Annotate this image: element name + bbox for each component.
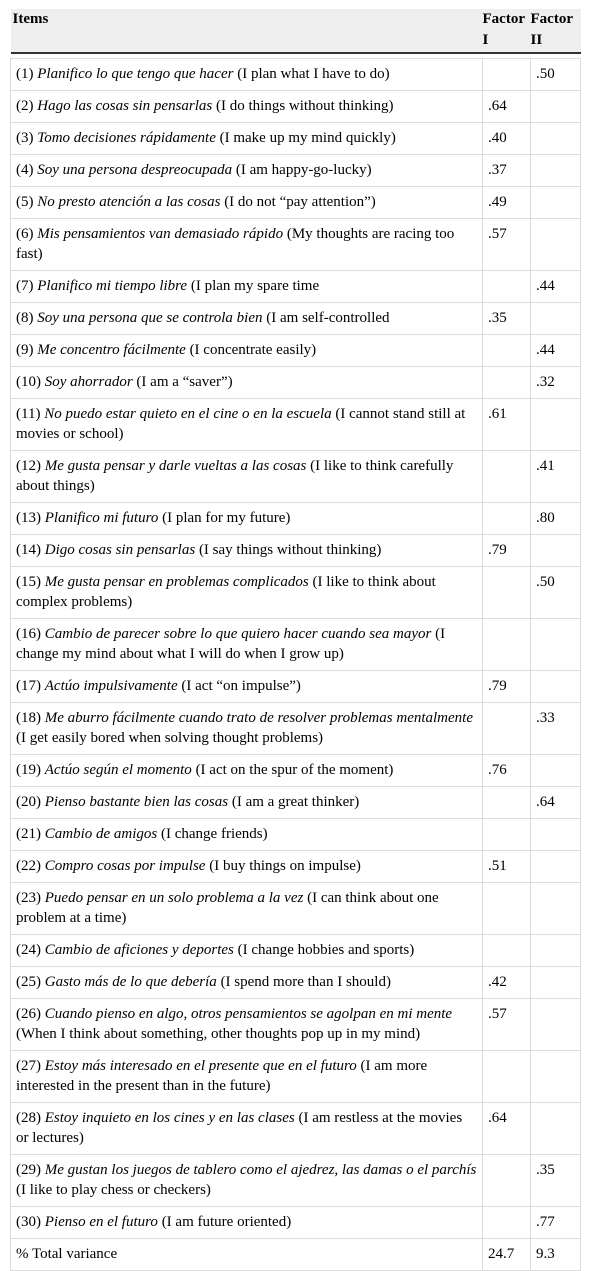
item-number: (28) <box>16 1110 41 1126</box>
item-cell <box>11 1155 483 1207</box>
table-row <box>11 91 581 123</box>
item-english-text: (I like to think carefully about things) <box>16 458 454 494</box>
item-cell <box>11 271 483 303</box>
item-english-text: (I change hobbies and sports) <box>237 942 415 958</box>
factor-1-value: .57 <box>483 219 531 271</box>
factor-2-value <box>531 123 581 155</box>
header-factor-2: Factor II <box>531 9 581 53</box>
item-spanish-text: Mis pensamientos van demasiado rápido <box>37 226 284 242</box>
item-spanish-text: Planifico lo que tengo que hacer <box>37 66 234 82</box>
factor-2-value <box>531 619 581 671</box>
factor-1-value: .57 <box>483 999 531 1051</box>
item-spanish-text: Soy ahorrador <box>44 374 133 390</box>
item-cell <box>11 535 483 567</box>
factor-2-value <box>531 91 581 123</box>
item-spanish-text: Cuando pienso en algo, otros pensamientos se agolpan en mi mente <box>44 1006 453 1022</box>
variance-row <box>11 1239 581 1271</box>
item-cell <box>11 91 483 123</box>
table-row <box>11 503 581 535</box>
factor-1-value: .64 <box>483 91 531 123</box>
factor-1-value <box>483 271 531 303</box>
factor-2-value <box>531 851 581 883</box>
factor-2-value: .32 <box>531 367 581 399</box>
item-cell <box>11 219 483 271</box>
item-english-text: (I concentrate easily) <box>189 342 317 358</box>
table-row <box>11 1155 581 1207</box>
factor-2-value <box>531 1103 581 1155</box>
item-cell <box>11 883 483 935</box>
table-row <box>11 935 581 967</box>
table-row <box>11 123 581 155</box>
item-english-text: (I get easily bored when solving thought problems) <box>16 730 324 746</box>
item-english-text: (I am more interested in the present than in the future) <box>16 1058 428 1094</box>
item-number: (16) <box>16 626 41 642</box>
item-cell <box>11 367 483 399</box>
item-number: (14) <box>16 542 41 558</box>
item-english-text: (I change friends) <box>161 826 268 842</box>
item-number: (9) <box>16 342 34 358</box>
item-spanish-text: Pienso en el futuro <box>44 1214 158 1230</box>
item-cell <box>11 303 483 335</box>
item-number: (3) <box>16 130 34 146</box>
factor-2-value <box>531 535 581 567</box>
item-number: (11) <box>16 406 41 422</box>
table-body <box>11 53 581 1271</box>
item-spanish-text: Compro cosas por impulse <box>44 858 206 874</box>
item-number: (7) <box>16 278 34 294</box>
item-spanish-text: Cambio de amigos <box>44 826 158 842</box>
item-spanish-text: Me gustan los juegos de tablero como el ajedrez, las damas o el parchís <box>44 1162 477 1178</box>
item-english-text: (I say things without thinking) <box>198 542 382 558</box>
factor-1-value: .79 <box>483 671 531 703</box>
table-row <box>11 999 581 1051</box>
item-english-text: (I plan for my future) <box>162 510 291 526</box>
item-number: (25) <box>16 974 41 990</box>
factor-1-value: .51 <box>483 851 531 883</box>
item-cell <box>11 851 483 883</box>
table-row <box>11 703 581 755</box>
factor-2-value <box>531 967 581 999</box>
factor-1-value: .76 <box>483 755 531 787</box>
item-spanish-text: Estoy inquieto en los cines y en las clases <box>44 1110 295 1126</box>
factor-2-value <box>531 155 581 187</box>
table-row <box>11 567 581 619</box>
item-cell <box>11 399 483 451</box>
factor-1-value <box>483 787 531 819</box>
factor-2-value: .77 <box>531 1207 581 1239</box>
factor-1-value <box>483 567 531 619</box>
item-english-text: (I am happy-go-lucky) <box>235 162 372 178</box>
factor-1-value <box>483 883 531 935</box>
item-english-text: (I plan what I have to do) <box>237 66 390 82</box>
table-row <box>11 271 581 303</box>
table-row <box>11 755 581 787</box>
item-english-text: (I change my mind about what I will do when I grow up) <box>16 626 446 662</box>
header-items: Items <box>11 9 483 53</box>
item-number: (30) <box>16 1214 41 1230</box>
factor-1-value: .35 <box>483 303 531 335</box>
item-cell <box>11 1103 483 1155</box>
item-number: (1) <box>16 66 34 82</box>
item-cell <box>11 155 483 187</box>
item-spanish-text: Soy una persona que se controla bien <box>37 310 263 326</box>
item-english-text: (I make up my mind quickly) <box>219 130 396 146</box>
item-number: (12) <box>16 458 41 474</box>
item-english-text: (I am a great thinker) <box>231 794 360 810</box>
factor-2-value <box>531 883 581 935</box>
factor-1-value <box>483 59 531 91</box>
table-row <box>11 219 581 271</box>
item-english-text: (I buy things on impulse) <box>209 858 361 874</box>
item-english-text: (I like to think about complex problems) <box>16 574 436 610</box>
table-row <box>11 59 581 91</box>
item-spanish-text: Me gusta pensar en problemas complicados <box>44 574 309 590</box>
factor-2-value: .64 <box>531 787 581 819</box>
item-spanish-text: No presto atención a las cosas <box>37 194 221 210</box>
factor-1-value <box>483 335 531 367</box>
table-row <box>11 619 581 671</box>
variance-factor-2: 9.3 <box>531 1239 581 1271</box>
item-spanish-text: Estoy más interesado en el presente que en el futuro <box>44 1058 357 1074</box>
factor-2-value <box>531 219 581 271</box>
table-row <box>11 155 581 187</box>
factor-1-value <box>483 1051 531 1103</box>
item-number: (17) <box>16 678 41 694</box>
table-container <box>10 9 580 1271</box>
item-english-text: (I am self-controlled <box>266 310 390 326</box>
item-number: (4) <box>16 162 34 178</box>
item-spanish-text: Cambio de parecer sobre lo que quiero hacer cuando sea mayor <box>44 626 432 642</box>
factor-1-value <box>483 703 531 755</box>
factor-loadings-table <box>10 9 581 1271</box>
item-cell <box>11 755 483 787</box>
variance-factor-1: 24.7 <box>483 1239 531 1271</box>
table-row <box>11 451 581 503</box>
factor-2-value <box>531 999 581 1051</box>
item-english-text: (I am future oriented) <box>161 1214 292 1230</box>
table-row <box>11 535 581 567</box>
item-english-text: (I act on the spur of the moment) <box>195 762 394 778</box>
item-number: (10) <box>16 374 41 390</box>
factor-2-value <box>531 671 581 703</box>
header-row <box>11 9 581 53</box>
factor-2-value <box>531 819 581 851</box>
factor-2-value <box>531 1051 581 1103</box>
item-spanish-text: Digo cosas sin pensarlas <box>44 542 196 558</box>
item-english-text: (I do not “pay attention”) <box>224 194 376 210</box>
table-row <box>11 671 581 703</box>
factor-1-value <box>483 367 531 399</box>
factor-1-value: .40 <box>483 123 531 155</box>
item-english-text: (I am a “saver”) <box>136 374 233 390</box>
item-cell <box>11 567 483 619</box>
table-row <box>11 883 581 935</box>
factor-1-value: .64 <box>483 1103 531 1155</box>
factor-1-value <box>483 1207 531 1239</box>
item-cell <box>11 967 483 999</box>
table-row <box>11 1207 581 1239</box>
item-spanish-text: Tomo decisiones rápidamente <box>37 130 216 146</box>
item-spanish-text: Me concentro fácilmente <box>37 342 186 358</box>
factor-1-value <box>483 935 531 967</box>
factor-2-value <box>531 935 581 967</box>
item-spanish-text: Puedo pensar en un solo problema a la vez <box>44 890 304 906</box>
item-cell <box>11 503 483 535</box>
item-number: (2) <box>16 98 34 114</box>
item-number: (24) <box>16 942 41 958</box>
factor-1-value: .42 <box>483 967 531 999</box>
item-english-text: (I can think about one problem at a time) <box>16 890 439 926</box>
factor-2-value: .44 <box>531 271 581 303</box>
factor-1-value <box>483 451 531 503</box>
item-spanish-text: Cambio de aficiones y deportes <box>44 942 234 958</box>
item-number: (22) <box>16 858 41 874</box>
table-row <box>11 1051 581 1103</box>
item-cell <box>11 59 483 91</box>
item-spanish-text: Me aburro fácilmente cuando trato de resolver problemas mentalmente <box>44 710 473 726</box>
item-cell <box>11 335 483 367</box>
item-english-text: (I plan my spare time <box>190 278 320 294</box>
item-number: (19) <box>16 762 41 778</box>
item-spanish-text: Actúo impulsivamente <box>44 678 178 694</box>
item-number: (15) <box>16 574 41 590</box>
item-number: (5) <box>16 194 34 210</box>
factor-2-value: .35 <box>531 1155 581 1207</box>
factor-2-value <box>531 399 581 451</box>
item-spanish-text: Planifico mi tiempo libre <box>37 278 188 294</box>
item-spanish-text: Hago las cosas sin pensarlas <box>37 98 213 114</box>
item-spanish-text: Actúo según el momento <box>44 762 192 778</box>
factor-1-value: .49 <box>483 187 531 219</box>
item-cell <box>11 819 483 851</box>
item-cell <box>11 787 483 819</box>
table-row <box>11 335 581 367</box>
factor-1-value: .79 <box>483 535 531 567</box>
table-row <box>11 851 581 883</box>
factor-1-value <box>483 1155 531 1207</box>
item-number: (23) <box>16 890 41 906</box>
item-number: (13) <box>16 510 41 526</box>
item-spanish-text: Planifico mi futuro <box>44 510 159 526</box>
table-row <box>11 399 581 451</box>
item-cell <box>11 123 483 155</box>
factor-2-value <box>531 187 581 219</box>
variance-label: % Total variance <box>11 1239 483 1271</box>
factor-2-value: .80 <box>531 503 581 535</box>
item-english-text: (I do things without thinking) <box>216 98 394 114</box>
item-cell <box>11 187 483 219</box>
item-number: (21) <box>16 826 41 842</box>
item-cell <box>11 703 483 755</box>
item-cell <box>11 671 483 703</box>
item-english-text: (I spend more than I should) <box>220 974 391 990</box>
item-number: (26) <box>16 1006 41 1022</box>
item-english-text: (My thoughts are racing too fast) <box>16 226 455 262</box>
factor-1-value <box>483 619 531 671</box>
item-spanish-text: Soy una persona despreocupada <box>37 162 233 178</box>
factor-2-value: .33 <box>531 703 581 755</box>
factor-1-value: .61 <box>483 399 531 451</box>
item-spanish-text: No puedo estar quieto en el cine o en la escuela <box>44 406 332 422</box>
item-cell <box>11 619 483 671</box>
table-row <box>11 367 581 399</box>
factor-2-value <box>531 755 581 787</box>
item-cell <box>11 1051 483 1103</box>
factor-1-value <box>483 503 531 535</box>
item-english-text: (I cannot stand still at movies or school) <box>16 406 466 442</box>
table-row <box>11 303 581 335</box>
item-cell <box>11 1207 483 1239</box>
factor-1-value: .37 <box>483 155 531 187</box>
item-english-text: (When I think about something, other thoughts pop up in my mind) <box>16 1026 421 1042</box>
table-row <box>11 787 581 819</box>
item-number: (29) <box>16 1162 41 1178</box>
item-number: (8) <box>16 310 34 326</box>
item-spanish-text: Me gusta pensar y darle vueltas a las cosas <box>44 458 307 474</box>
item-number: (20) <box>16 794 41 810</box>
factor-2-value: .50 <box>531 59 581 91</box>
item-cell <box>11 935 483 967</box>
item-spanish-text: Gasto más de lo que debería <box>44 974 217 990</box>
item-number: (6) <box>16 226 34 242</box>
item-english-text: (I act “on impulse”) <box>181 678 301 694</box>
factor-2-value: .44 <box>531 335 581 367</box>
item-cell <box>11 451 483 503</box>
header-factor-1: Factor I <box>483 9 531 53</box>
item-number: (18) <box>16 710 41 726</box>
item-english-text: (I am restless at the movies or lectures) <box>16 1110 463 1146</box>
table-row <box>11 819 581 851</box>
factor-2-value: .50 <box>531 567 581 619</box>
item-spanish-text: Pienso bastante bien las cosas <box>44 794 229 810</box>
factor-1-value <box>483 819 531 851</box>
item-number: (27) <box>16 1058 41 1074</box>
table-row <box>11 967 581 999</box>
factor-2-value <box>531 303 581 335</box>
factor-2-value: .41 <box>531 451 581 503</box>
table-row <box>11 187 581 219</box>
item-cell <box>11 999 483 1051</box>
item-english-text: (I like to play chess or checkers) <box>16 1182 211 1198</box>
table-row <box>11 1103 581 1155</box>
